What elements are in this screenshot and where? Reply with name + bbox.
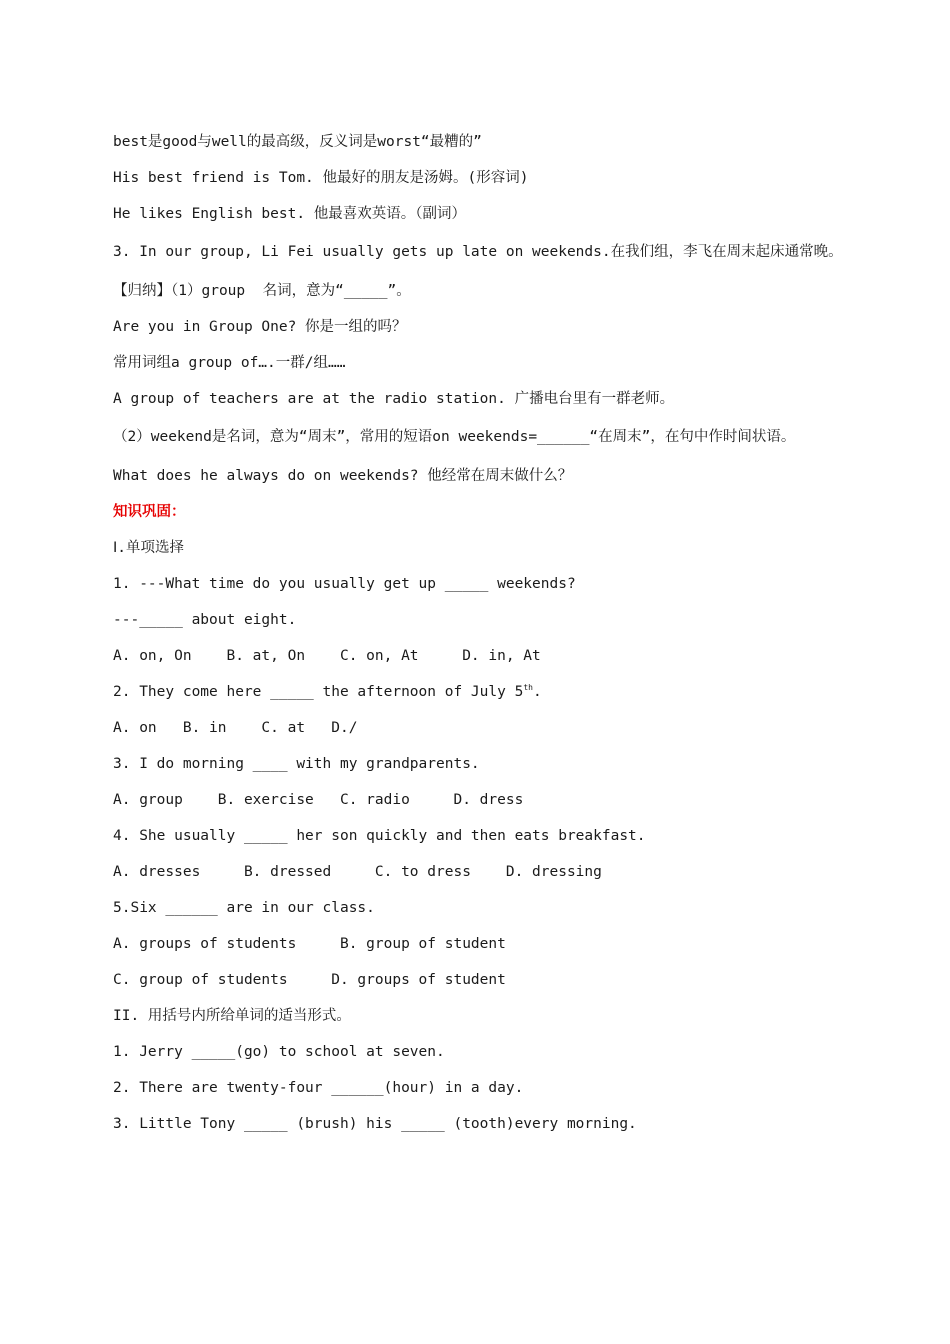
fill-2: 2. There are twenty-four ______(hour) in a day. [113, 1080, 524, 1096]
question-1-reply: ---_____ about eight. [113, 612, 297, 628]
question-3: 3. I do morning ____ with my grandparents. [113, 756, 480, 772]
question-5-options-cd: C. group of students D. groups of student [113, 972, 506, 988]
question-2-superscript: th [523, 683, 533, 693]
question-5: 5.Six ______ are in our class. [113, 900, 375, 916]
question-2-period: . [532, 684, 542, 700]
example-group-of-teachers: A group of teachers are at the radio station. 广播电台里有一群老师。 [113, 391, 675, 407]
example-best-adjective: His best friend is Tom. 他最好的朋友是汤姆。(形容词) [113, 170, 529, 186]
note-best: best是good与well的最高级，反义词是worst“最糟的” [113, 134, 482, 150]
fill-3: 3. Little Tony _____ (brush) his _____ (tooth)every morning. [113, 1116, 637, 1132]
part-2-heading: II. 用括号内所给单词的适当形式。 [113, 1008, 351, 1024]
fill-1: 1. Jerry _____(go) to school at seven. [113, 1044, 445, 1060]
example-group-one: Are you in Group One? 你是一组的吗？ [113, 319, 407, 335]
question-2-options: A. on B. in C. at D./ [113, 720, 358, 736]
example-best-adverb: He likes English best. 他最喜欢英语。（副词） [113, 206, 467, 222]
question-1-options: A. on, On B. at, On C. on, At D. in, At [113, 648, 541, 664]
phrase-a-group-of: 常用词组a group of….一群/组…… [113, 355, 346, 371]
summary-group: 【归纳】（1）group 名词，意为“_____”。 [113, 283, 411, 299]
question-4: 4. She usually _____ her son quickly and then eats breakfast. [113, 828, 646, 844]
part-1-heading: Ⅰ.单项选择 [113, 540, 185, 556]
question-3-options: A. group B. exercise C. radio D. dress [113, 792, 524, 808]
question-4-options: A. dresses B. dressed C. to dress D. dressing [113, 864, 602, 880]
summary-weekend: （2）weekend是名词，意为“周末”，常用的短语on weekends=______“在周末”，在句中作时间状语。 [113, 429, 796, 445]
question-2-text: 2. They come here _____ the afternoon of July 5 [113, 684, 524, 700]
question-5-options-ab: A. groups of students B. group of student [113, 936, 506, 952]
example-weekends: What does he always do on weekends? 他经常在周末做什么？ [113, 468, 573, 484]
section-heading-consolidation: 知识巩固： [113, 504, 186, 520]
sentence-3-group-weekends: 3. In our group, Li Fei usually gets up late on weekends.在我们组，李飞在周末起床通常晚。 [113, 244, 843, 260]
question-1: 1. ---What time do you usually get up _____ weekends? [113, 576, 576, 592]
question-2 [113, 674, 843, 710]
document-page [113, 124, 843, 1142]
